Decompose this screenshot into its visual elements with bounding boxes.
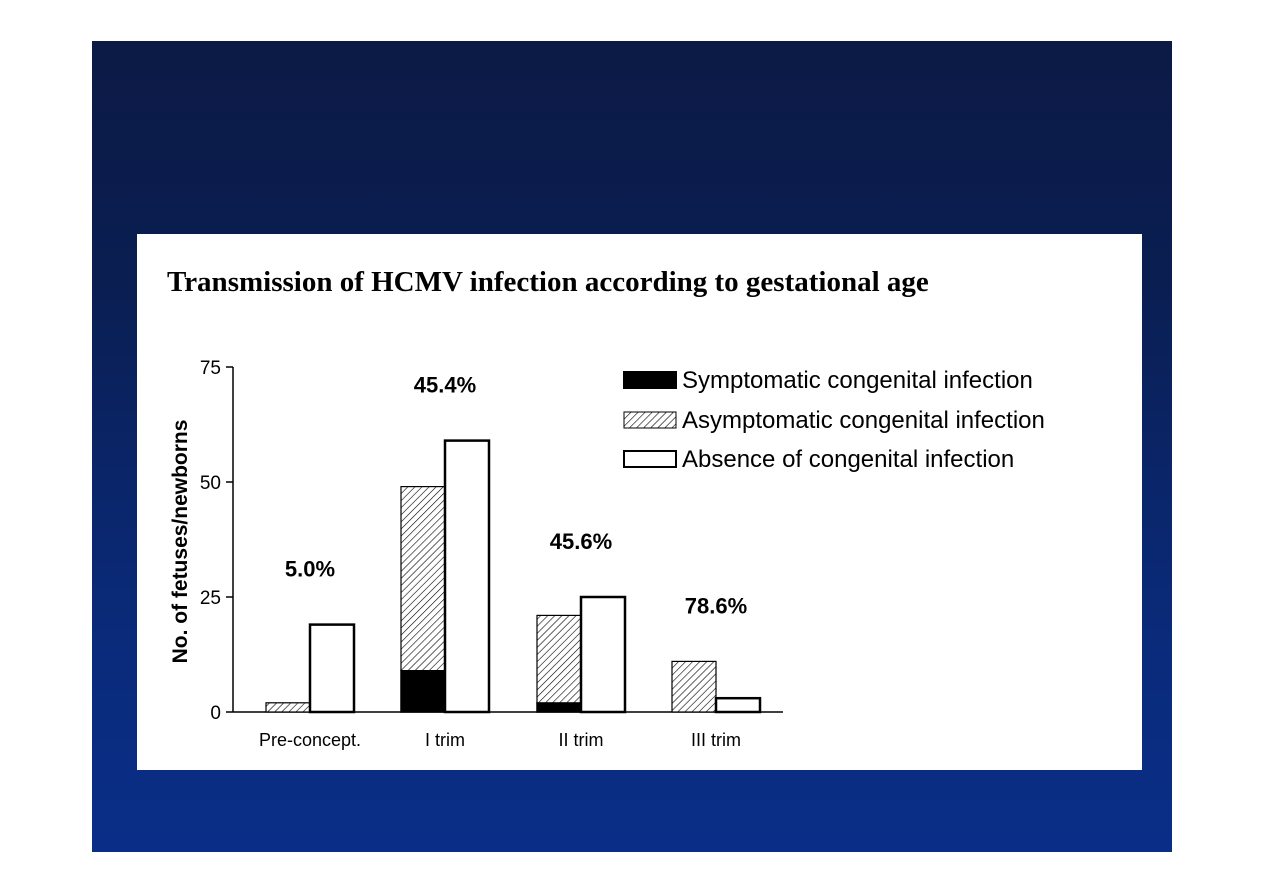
legend-label-asymptomatic: Asymptomatic congenital infection (682, 407, 1045, 434)
bar-chart (137, 234, 1142, 770)
legend-swatch-asymptomatic (624, 412, 676, 428)
chart-legend (624, 367, 1045, 473)
y-tick-label: 75 (199, 358, 221, 379)
x-tick-label: Pre-concept. (258, 730, 362, 750)
bar-asymptomatic (672, 661, 716, 712)
y-axis-label: No. of fetuses/newborns (169, 419, 192, 664)
y-tick-label: 0 (210, 703, 221, 724)
x-tick-label: I trim (425, 730, 465, 750)
bar-absence (310, 625, 354, 712)
legend-label-absence: Absence of congenital infection (682, 446, 1015, 473)
y-tick-label: 50 (199, 473, 221, 494)
bar-asymptomatic (401, 487, 445, 671)
legend-swatch-absence (624, 451, 676, 467)
chart-title: Transmission of HCMV infection according to gestational age (167, 266, 929, 298)
y-tick-label: 25 (199, 588, 221, 609)
bar-symptomatic (401, 671, 445, 712)
bar-symptomatic (537, 703, 581, 712)
x-tick-label: II trim (558, 730, 604, 750)
bar-asymptomatic (266, 703, 310, 712)
legend-label-symptomatic: Symptomatic congenital infection (682, 367, 1033, 394)
percent-label: 5.0% (284, 556, 336, 582)
percent-label: 45.6% (549, 529, 613, 554)
bar-absence (581, 597, 625, 712)
legend-swatch-symptomatic (624, 372, 676, 388)
chart-panel (137, 234, 1142, 770)
x-tick-label: III trim (691, 730, 741, 750)
chart-bars (266, 441, 760, 712)
percent-label: 78.6% (684, 593, 748, 619)
bar-asymptomatic (537, 615, 581, 702)
percent-label: 45.4% (413, 372, 477, 398)
bar-absence (445, 441, 489, 712)
bar-absence (716, 698, 760, 712)
